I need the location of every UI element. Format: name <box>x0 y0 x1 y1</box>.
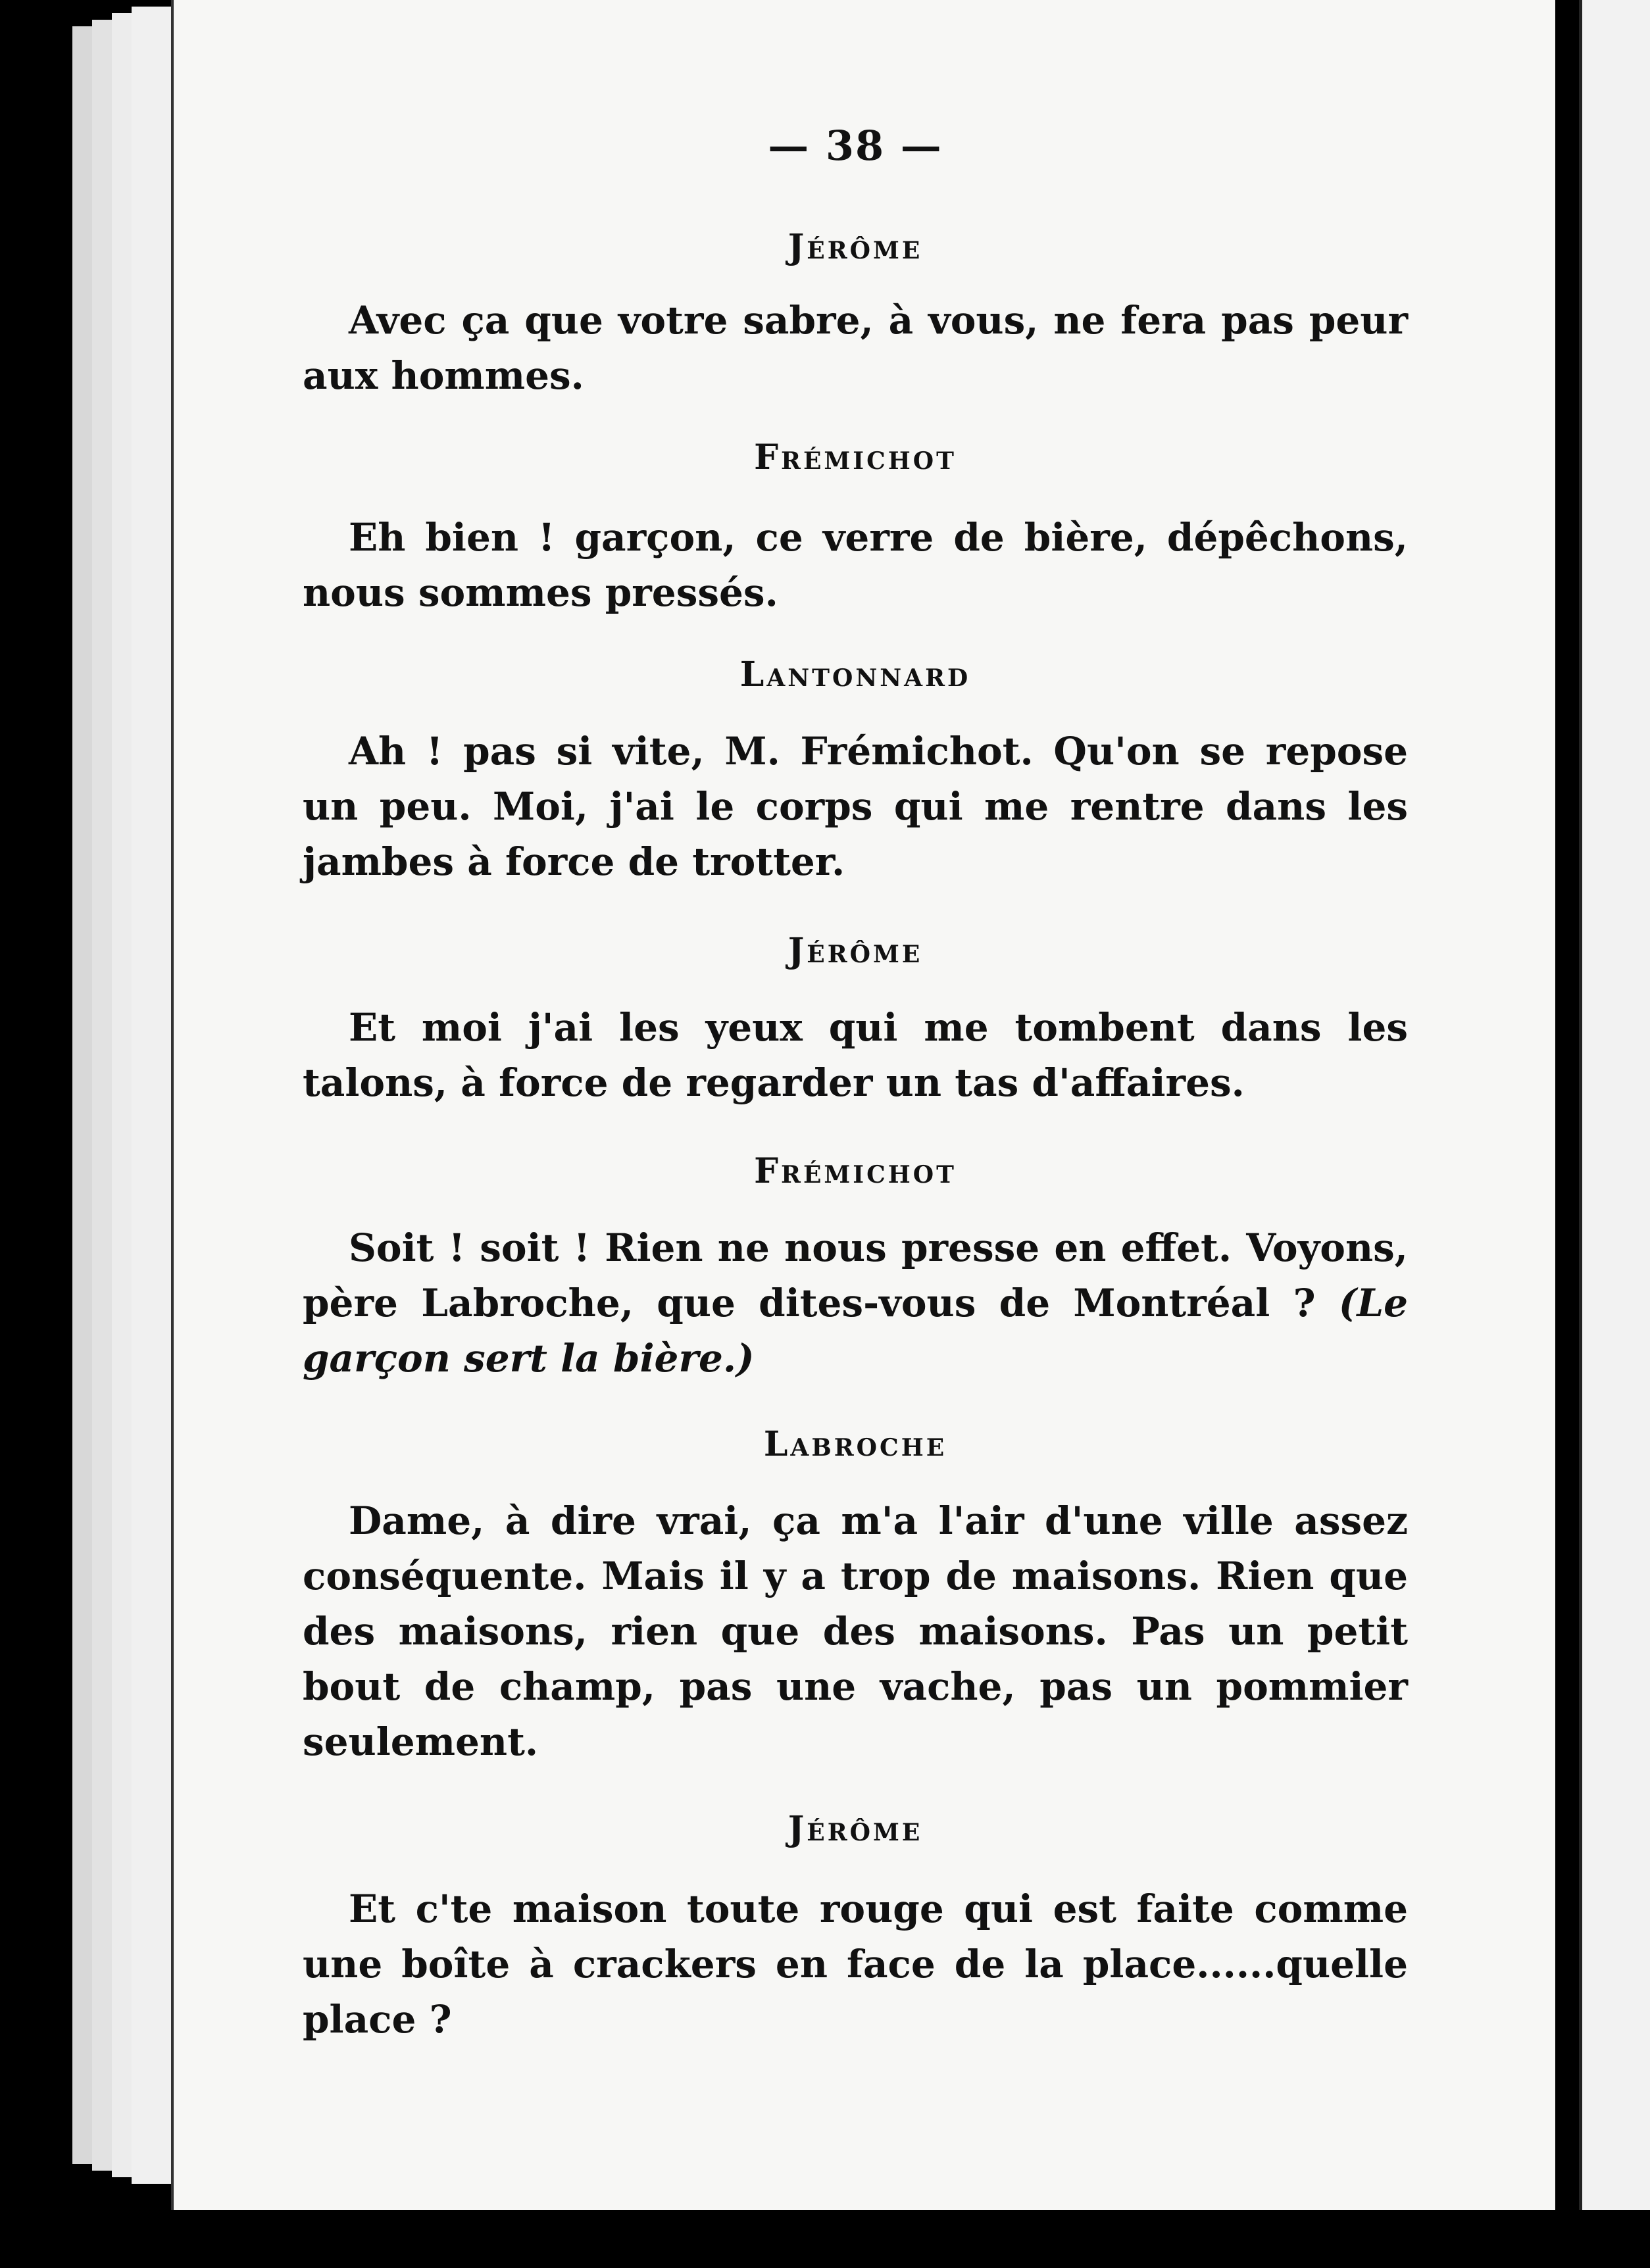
stage-direction: (Le garçon sert la bière.) <box>303 1281 1408 1381</box>
speaker-name: Labroche <box>763 1424 947 1464</box>
speech-text: Eh bien ! garçon, ce verre de bière, dépêchons, nous sommes pressés. <box>303 515 1408 615</box>
speaker-name: Jérôme <box>788 227 923 267</box>
speech-text: Et moi j'ai les yeux qui me tombent dans les talons, à force de regarder un tas d'affaires. <box>303 1005 1408 1105</box>
page-edge <box>132 7 173 2184</box>
speech-text: Dame, à dire vrai, ça m'a l'air d'une ville assez conséquente. Mais il y a trop de maisons. Rien que des maisons, rien que des maisons. Pas un petit bout de champ, pas une vache, pas un pommier seulement. <box>303 1498 1408 1764</box>
speech-text: Avec ça que votre sabre, à vous, ne fera pas peur aux hommes. <box>303 298 1408 398</box>
speech-text <box>303 1220 1408 1386</box>
speech-body: Soit ! soit ! Rien ne nous presse en effet. Voyons, père Labroche, que dites-vous de Montréal ? <box>303 1225 1408 1325</box>
speaker-name: Lantonnard <box>739 654 971 695</box>
speaker-name: Frémichot <box>754 437 957 478</box>
speech-text: Ah ! pas si vite, M. Frémichot. Qu'on se repose un peu. Moi, j'ai le corps qui me rentre dans les jambes à force de trotter. <box>303 729 1408 884</box>
speaker-name: Jérôme <box>788 931 923 971</box>
scan-border <box>0 2210 1650 2268</box>
speaker-name: Jérôme <box>788 1809 923 1849</box>
speaker-name: Frémichot <box>754 1151 957 1191</box>
speech-text: Et c'te maison toute rouge qui est faite comme une boîte à crackers en face de la place......quelle place ? <box>303 1886 1408 2042</box>
page-number: — 38 — <box>768 122 943 170</box>
adjacent-page-edge <box>1579 0 1650 2268</box>
